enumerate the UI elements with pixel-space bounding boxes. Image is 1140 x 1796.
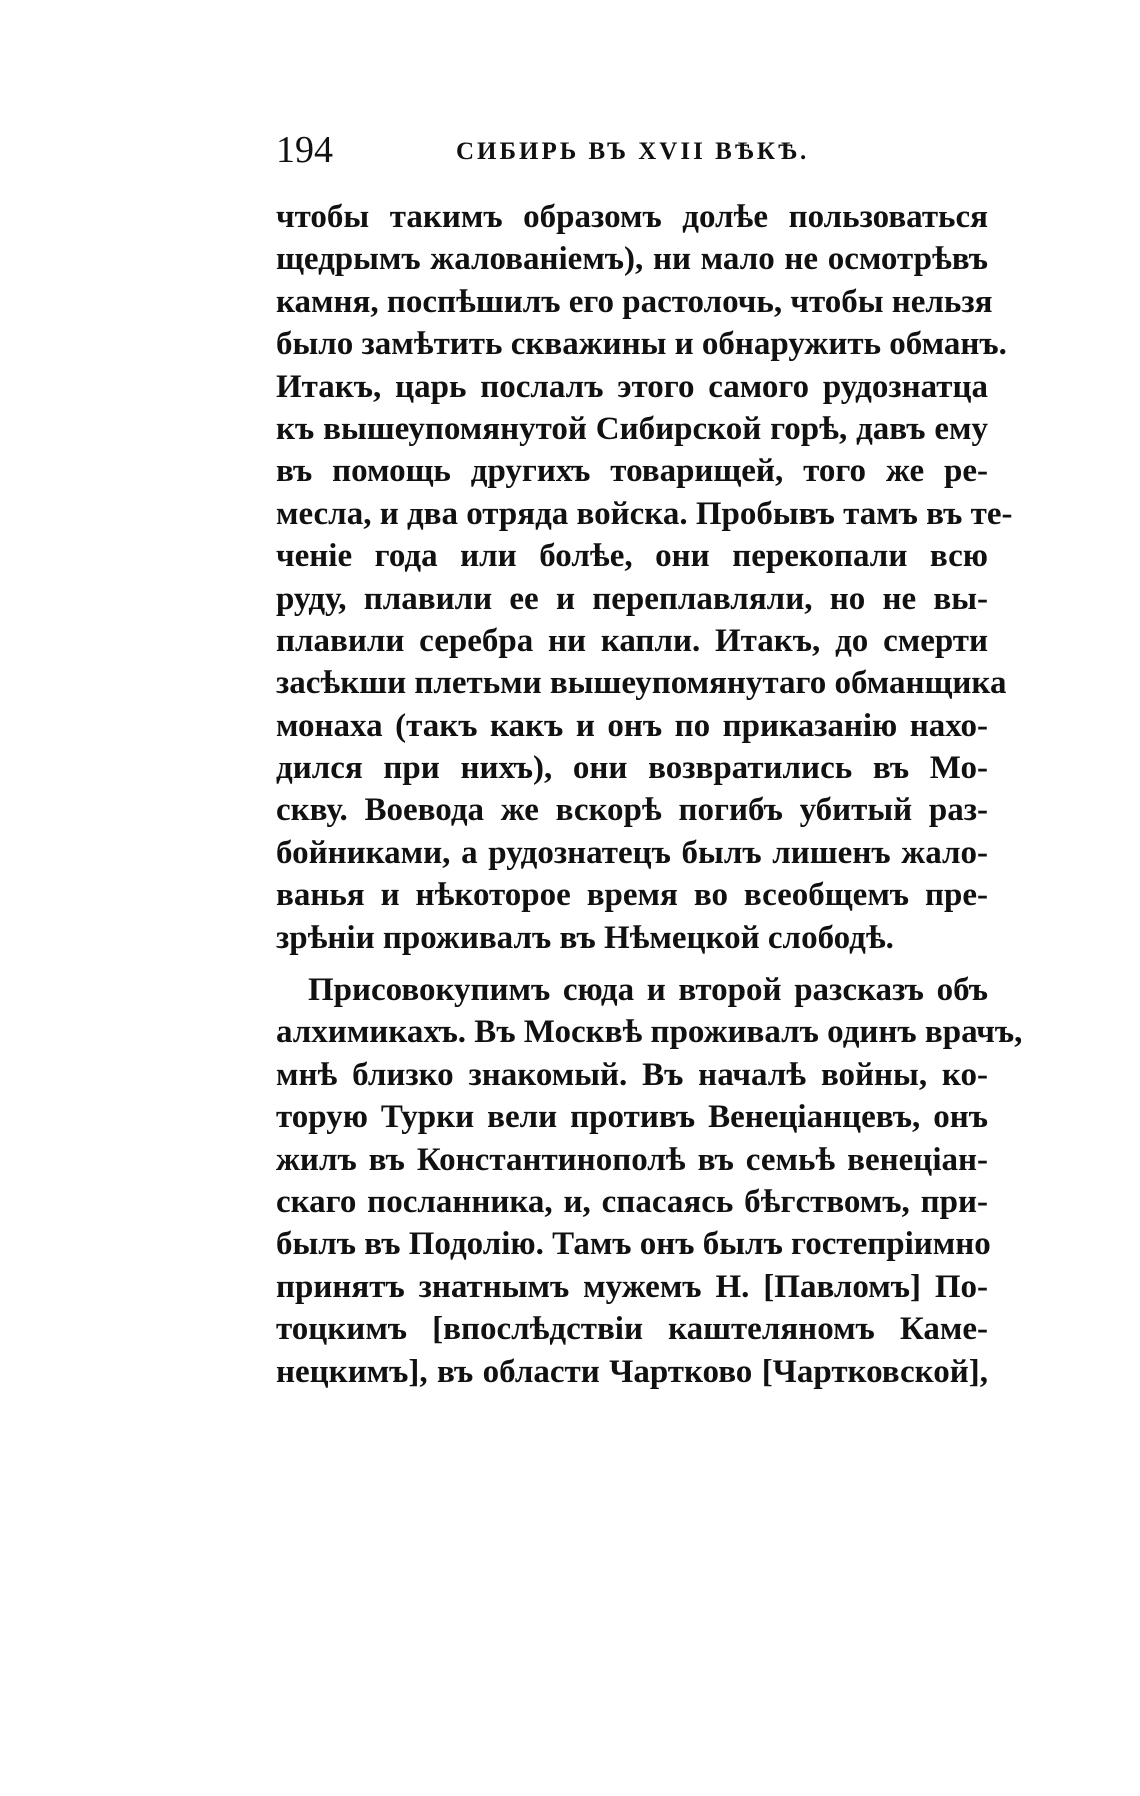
paragraph-2 — [276, 969, 1023, 1393]
running-head — [276, 128, 988, 172]
text-line: скаго посланника, и, спасаясь бѣгствомъ, при- — [276, 1183, 988, 1220]
text-line: монаха (такъ какъ и онъ по приказанію нахо- — [276, 707, 988, 744]
text-line: руду, плавили ее и переплавляли, но не вы- — [276, 580, 988, 617]
text-line: тоцкимъ [впослѣдствіи каштеляномъ Каме- — [276, 1311, 988, 1348]
text-line: скву. Воевода же вскорѣ погибъ убитый раз- — [276, 792, 988, 829]
text-line: ванья и нѣкоторое время во всеобщемъ пре- — [276, 877, 988, 914]
text-line: алхимикахъ. Въ Москвѣ проживалъ одинъ врачъ, — [276, 1014, 1023, 1051]
text-line: было замѣтить скважины и обнаружить обманъ. — [276, 326, 1007, 363]
text-line: ченіе года или болѣе, они перекопали всю — [276, 538, 988, 575]
text-line: засѣкши плетьми вышеупомянутаго обманщика — [276, 665, 1007, 702]
text-line: принятъ знатнымъ мужемъ Н. [Павломъ] По- — [276, 1268, 988, 1305]
text-line: плавили серебра ни капли. Итакъ, до смерти — [276, 622, 988, 659]
text-line: Присовокупимъ сюда и второй разсказъ объ — [308, 972, 988, 1009]
text-line: бойниками, а рудознатецъ былъ лишенъ жало- — [276, 834, 988, 871]
text-line: дился при нихъ), они возвратились въ Мо- — [276, 750, 988, 787]
text-line: нецкимъ], въ области Чартково [Чартковской], — [276, 1353, 988, 1390]
text-line: щедрымъ жалованіемъ), ни мало не осмотрѣвъ — [276, 241, 988, 278]
page-number: 194 — [276, 129, 333, 171]
text-line: къ вышеупомянутой Сибирской горѣ, давъ ему — [276, 410, 988, 447]
text-line: чтобы такимъ образомъ долѣе пользоваться — [276, 199, 988, 235]
text-line: зрѣніи проживалъ въ Нѣмецкой слободѣ. — [276, 919, 894, 956]
text-line: месла, и два отряда войска. Пробывъ тамъ въ те- — [276, 495, 1013, 532]
text-line: жилъ въ Константинополѣ въ семьѣ венеціан- — [276, 1141, 988, 1178]
paragraph-1 — [276, 196, 1013, 959]
running-title: СИБИРЬ ВЪ XVII ВѢКѢ. — [456, 138, 810, 165]
paragraph-gap — [276, 959, 988, 969]
body-text — [276, 196, 1023, 1393]
text-line: мнѣ близко знакомый. Въ началѣ войны, ко- — [276, 1056, 988, 1093]
text-line: въ помощь другихъ товарищей, того же ре- — [276, 453, 988, 490]
text-line: Итакъ, царь послалъ этого самого рудознатца — [276, 368, 988, 405]
text-line: былъ въ Подолію. Тамъ онъ былъ гостепріимно — [276, 1226, 991, 1263]
text-line: торую Турки вели противъ Венеціанцевъ, онъ — [276, 1099, 988, 1136]
text-line: камня, поспѣшилъ его растолочь, чтобы нельзя — [276, 283, 993, 320]
